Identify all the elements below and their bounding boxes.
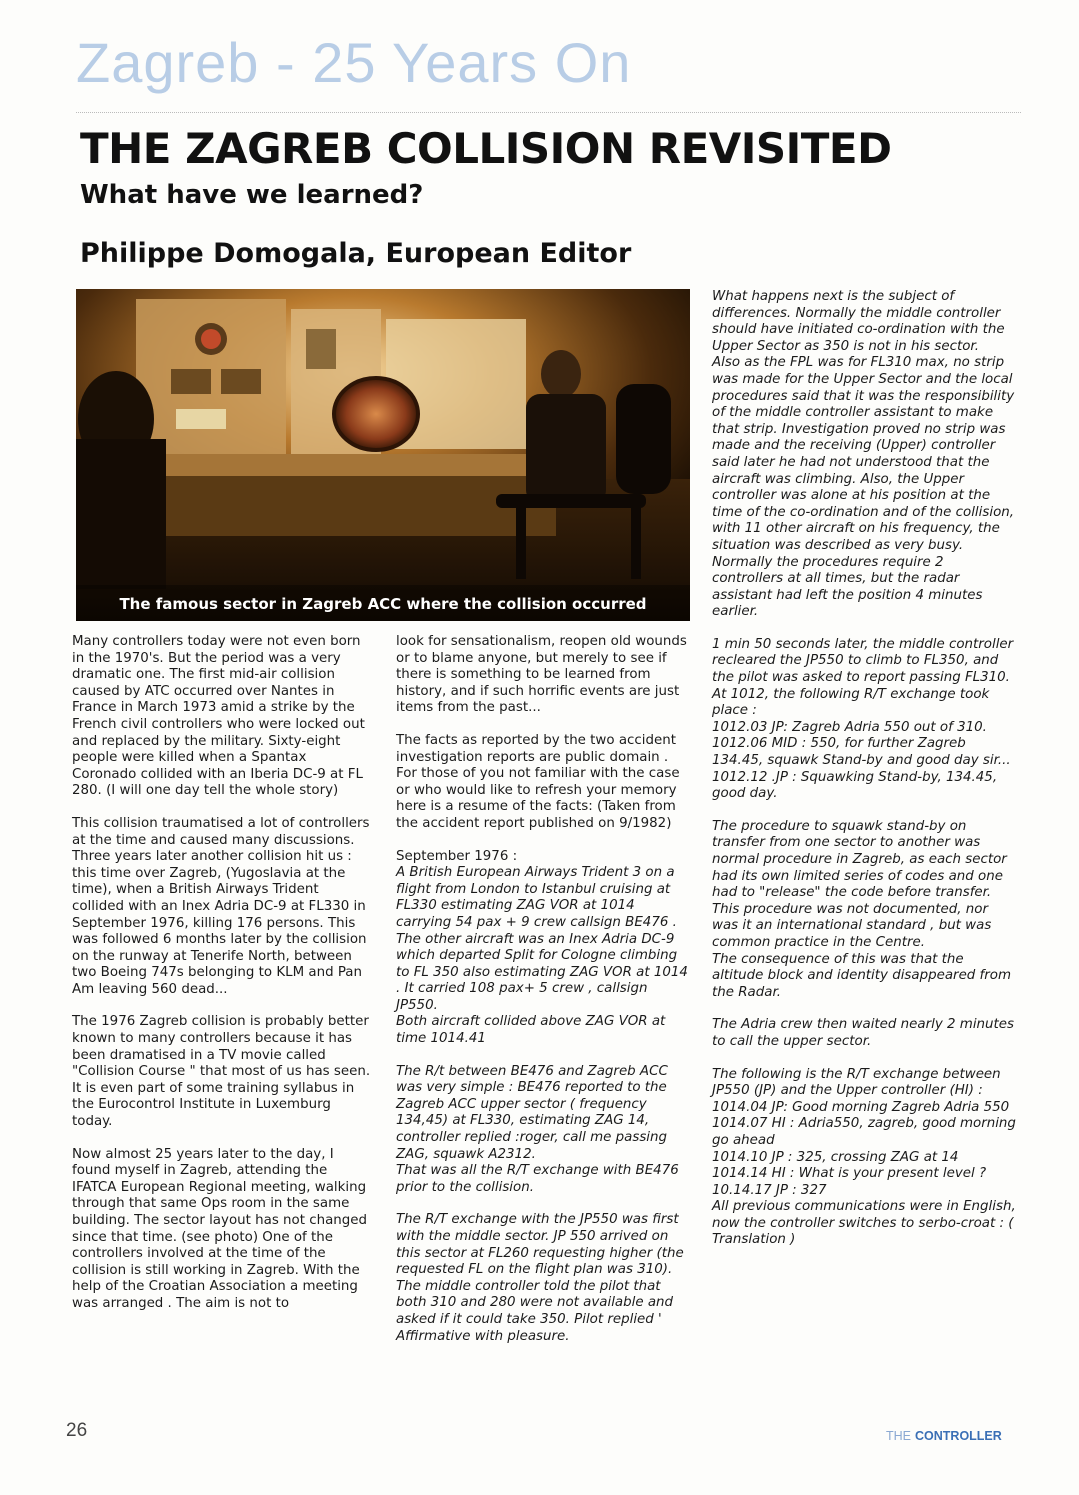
magazine-name: [886, 1429, 1002, 1443]
page-number: 26: [66, 1420, 88, 1441]
column-3: [712, 289, 1017, 1249]
col1-text-1: Many controllers today were not even born in the 1970's. But the period was a very dramatic one. The first mid-air collision caused by ATC occurred over Nantes in France in March 1973 amid a strike by the French civil controllers who were locked out and replaced by the military. Sixty-eight people were killed when a Spantax Coronado collided with an Iberia DC-9 at FL 280. (I will one day tell the whole story): [72, 634, 365, 799]
header-divider: [76, 112, 1021, 113]
col1-para-2: [72, 816, 372, 999]
col3-para-3: 1 min 50 seconds later, the middle controller recleared the JP550 to climb to FL350, and the pilot was asked to report passing FL310. At 1012, the following R/T exchange took place :: [712, 636, 1014, 719]
col2-para-4: A British European Airways Trident 3 on a flight from London to Istanbul cruising at FL330 estimating ZAG VOR at 1014 carrying 54 pax + 9 crew callsign BE476 . The other aircraft was an Inex Adria DC-9 which departed Split for Cologne climbing to FL 350 also estimating ZAG VOR at 1014 . It carried 108 pax+ 5 crew , callsign JP550.: [396, 865, 688, 1013]
article-subtitle: What have we learned?: [80, 180, 424, 210]
sector-photo: [76, 289, 690, 621]
col1-para-3: [72, 1014, 372, 1130]
col2-para-2: The facts as reported by the two accident investigation reports are public domain . For those of you not familiar with the case or who would like to refresh your memory here is a resume of the facts: (Taken from the accident report published on 9/1982): [396, 732, 680, 831]
col3-para-14: 1014.14 HI : What is your present level ?: [712, 1166, 987, 1182]
magazine-title: CONTROLLER: [915, 1429, 1002, 1443]
col3-para-5: 1012.06 MID : 550, for further Zagreb 134.45, squawk Stand-by and good day sir...: [712, 736, 1011, 769]
section-kicker: Zagreb - 25 Years On: [76, 31, 632, 94]
col1-para-4: [72, 1147, 372, 1313]
col3-para-11: 1014.04 JP: Good morning Zagreb Adria 550: [712, 1099, 1010, 1115]
col3-para-13: 1014.10 JP : 325, crossing ZAG at 14: [712, 1149, 959, 1165]
column-2: [396, 634, 692, 1361]
magazine-the: THE: [886, 1429, 911, 1443]
col2-para-1: look for sensationalism, reopen old wounds or to blame anyone, but merely to see if there is something to be learned from history, and if such horrific events are just items from the past...: [396, 634, 687, 716]
col3-para-15: 10.14.17 JP : 327: [712, 1182, 827, 1198]
col2-para-5: Both aircraft collided above ZAG VOR at time 1014.41: [396, 1014, 666, 1047]
col1-text-2: This collision traumatised a lot of controllers at the time and caused many discussions. Three years later another collision hit us : this time over Zagreb, (Yugoslavia at the time), when a British Airways Trident collided with an Inex Adria DC-9 at FL330 in September 1976, killing 176 persons. This was followed 6 months later by the collision on the runway at Tenerife North, between two Boeing 747s belonging to KLM and Pan Am leaving 560 dead...: [72, 815, 370, 997]
col3-para-9: The Adria crew then waited nearly 2 minutes to call the upper sector.: [712, 1017, 1014, 1049]
column-1: [72, 634, 372, 1329]
col1-text-4: Now almost 25 years later to the day, I found myself in Zagreb, attending the IFATCA European Regional meeting, walking through that same Ops room in the same building. The sector layout has not changed since that time. (see photo) One of the controllers involved at the time of the collision is still working in Zagreb. With the help of the Croatian Association a meeting was arranged . The aim is not to: [72, 1146, 368, 1311]
article-title: THE ZAGREB COLLISION REVISITED: [80, 124, 892, 173]
col3-para-4: 1012.03 JP: Zagreb Adria 550 out of 310.: [712, 719, 987, 735]
col1-para-1: [72, 634, 372, 800]
col3-para-12: 1014.07 HI : Adria550, zagreb, good morning go ahead: [712, 1116, 1016, 1148]
col2-para-6: The R/t between BE476 and Zagreb ACC was very simple : BE476 reported to the Zagreb ACC upper sector ( frequency 134,45) at FL330, estimating ZAG 14, controller replied :roger, call me passing ZAG, squawk A2312.: [396, 1063, 668, 1162]
col3-para-8: The consequence of this was that the altitude block and identity disappeared from the Radar.: [712, 951, 1012, 1000]
col2-para-7: That was all the R/T exchange with BE476 prior to the collision.: [396, 1163, 679, 1195]
col3-para-7: The procedure to squawk stand-by on transfer from one sector to another was normal procedure in Zagreb, as each sector had its own limited series of codes and one had to "release" the code before transfer. This procedure was not documented, nor was it an international standard , but was common practice in the Centre.: [712, 818, 1007, 950]
col3-para-16: All previous communications were in English, now the controller switches to serbo-croat : ( Translation ): [712, 1199, 1016, 1248]
col3-para-2: Also as the FPL was for FL310 max, no strip was made for the Upper Sector and the local procedures said that it was the responsibility of the middle controller assistant to make that strip. Investigation proved no strip was made and the receiving (Upper) controller said later he had not understood that the aircraft was climbing. Also, the Upper controller was alone at his position at the time of the co-ordination and of the collision, with 11 other aircraft on his frequency, the situation was described as very busy. Normally the procedures require 2 controllers at all times, but the radar assistant had left the position 4 minutes earlier.: [712, 355, 1015, 620]
col3-para-10: The following is the R/T exchange between JP550 (JP) and the Upper controller (HI) :: [712, 1066, 1001, 1099]
col3-para-1: What happens next is the subject of differences. Normally the middle controller should have initiated co-ordination with the Upper Sector as 350 is not in his sector.: [712, 289, 1005, 354]
col2-para-3: September 1976 :: [396, 848, 518, 864]
photo-caption: The famous sector in Zagreb ACC where the collision occurred: [119, 595, 647, 613]
col2-para-8: The R/T exchange with the JP550 was first with the middle sector. JP 550 arrived on this sector at FL260 requesting higher (the requested FL on the flight plan was 310). The middle controller told the pilot that both 310 and 280 were not available and asked if it could take 350. Pilot replied ' Affirmative with pleasure.: [396, 1212, 684, 1344]
col3-para-6: 1012.12 .JP : Squawking Stand-by, 134.45, good day.: [712, 769, 998, 802]
article-byline: Philippe Domogala, European Editor: [80, 238, 632, 269]
col1-text-3: The 1976 Zagreb collision is probably better known to many controllers because it has been dramatised in a TV movie called "Collision Course " that most of us has seen. It is even part of some training syllabus in the Eurocontrol Institute in Luxemburg today.: [72, 1014, 371, 1130]
sector-photo-illustration: [76, 289, 690, 621]
